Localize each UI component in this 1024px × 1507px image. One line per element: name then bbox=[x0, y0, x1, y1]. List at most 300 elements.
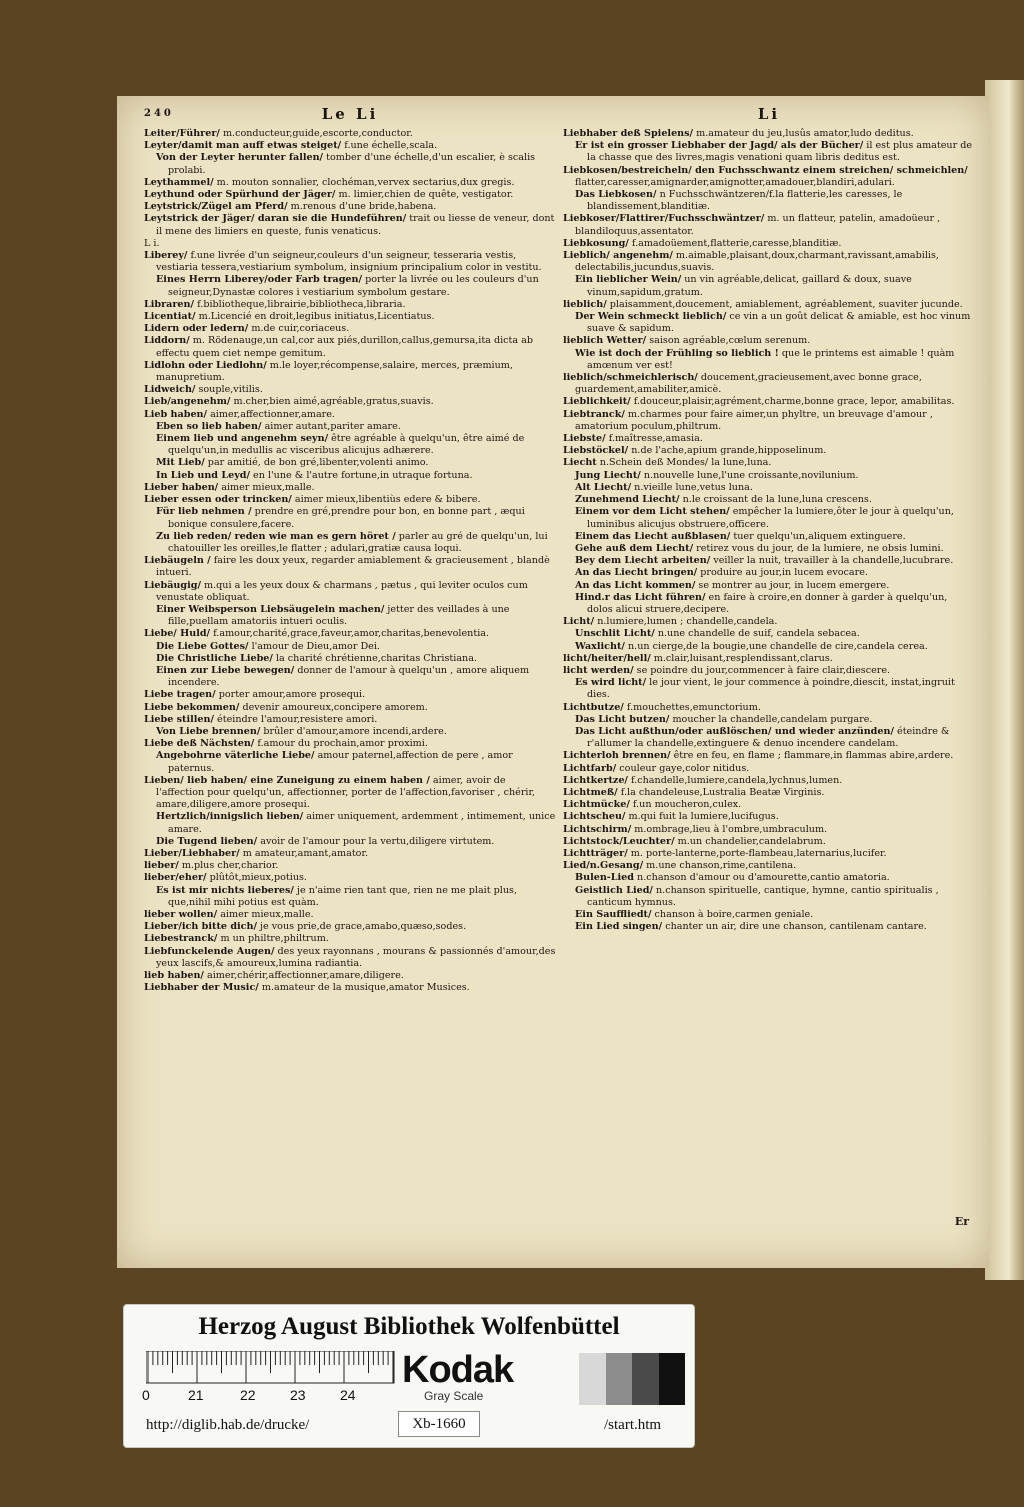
entry-headword: Das Liebkosen/ bbox=[575, 189, 657, 201]
dictionary-entry bbox=[144, 665, 556, 689]
entry-headword: Geistlich Lied/ bbox=[575, 884, 653, 896]
entry-headword: An das Liecht bringen/ bbox=[575, 567, 698, 579]
entry-headword: Lichtmeß/ bbox=[563, 786, 618, 798]
entry-definition: être en feu, en flame ; flammare,in flammas abire,ardere. bbox=[670, 750, 954, 762]
entry-definition: m. Rödenauge,un cal,cor aux piés,durillon,callus,gemursa,ita dicta ab effectu quem ciet nempe gemitum. bbox=[156, 335, 534, 359]
entry-definition: aimer mieux,malle. bbox=[217, 909, 314, 920]
entry-definition: brûler d'amour,amore incendi,ardere. bbox=[260, 725, 447, 737]
entry-headword: lieber/ bbox=[144, 860, 179, 872]
entry-definition: f.amadoüement,flatterie,caresse,blanditiæ. bbox=[628, 237, 842, 249]
dictionary-entry bbox=[144, 457, 556, 469]
entry-definition: faire les doux yeux, regarder amiablement & gracieusement , blandè intueri. bbox=[156, 555, 550, 579]
dictionary-entry bbox=[563, 494, 975, 506]
shelfmark-box: Xb-1660 bbox=[398, 1411, 480, 1437]
dictionary-entry bbox=[563, 335, 975, 347]
entry-definition: m.de cuir,coriaceus. bbox=[248, 323, 350, 335]
dictionary-entry bbox=[144, 311, 556, 323]
entry-definition: n.une chandelle de suif, candela sebacea. bbox=[654, 628, 860, 640]
dictionary-entry bbox=[144, 909, 556, 921]
entry-definition: aimer mieux,malle. bbox=[218, 481, 315, 493]
entry-headword: Zu lieb reden/ reden wie man es gern höret / bbox=[156, 530, 396, 542]
entry-definition: n.vieille lune,vetus luna. bbox=[631, 481, 753, 493]
dictionary-entry bbox=[563, 409, 975, 433]
entry-headword: Hind.r das Licht führen/ bbox=[575, 591, 706, 603]
dictionary-entry bbox=[563, 641, 975, 653]
entry-headword: Einer Weibsperson Liebsäugelein machen/ bbox=[156, 603, 385, 615]
entry-headword: Für lieb nehmen / bbox=[156, 506, 252, 518]
entry-headword: lieblich Wetter/ bbox=[563, 335, 647, 347]
entry-headword: Lichtfarb/ bbox=[563, 762, 617, 774]
entry-headword: Der Wein schmeckt lieblich/ bbox=[575, 311, 727, 323]
dictionary-entry bbox=[563, 567, 975, 579]
entry-definition: empêcher la lumiere,ôter le jour à quelqu'un, luminibus alicujus obstruere,officere. bbox=[587, 506, 954, 530]
dictionary-entry bbox=[144, 201, 556, 213]
dictionary-entry bbox=[563, 165, 975, 189]
entry-definition: la charité chrétienne,charitas Christiana. bbox=[272, 652, 477, 664]
dictionary-entry bbox=[144, 750, 556, 774]
dictionary-entry bbox=[563, 274, 975, 298]
entry-headword: Ein lieblicher Wein/ bbox=[575, 274, 682, 286]
right-header-text: Li bbox=[757, 108, 781, 123]
entry-definition: L i. bbox=[144, 237, 160, 249]
entry-headword: Liebkoser/Flattirer/Fuchsschwäntzer/ bbox=[563, 213, 765, 225]
entry-definition: saison agréable,cœlum serenum. bbox=[646, 335, 811, 347]
entry-headword: Die Christliche Liebe/ bbox=[156, 652, 273, 664]
dictionary-entry bbox=[144, 946, 556, 970]
entry-definition: il est plus amateur de la chasse que des livres,magis venationi quam libris deditus est. bbox=[587, 140, 973, 164]
dictionary-entry bbox=[144, 726, 556, 738]
dictionary-entry bbox=[144, 433, 556, 457]
gray-scale-label: Gray Scale bbox=[424, 1389, 484, 1403]
entry-headword: Lieb/angenehm/ bbox=[144, 396, 231, 408]
dictionary-entry bbox=[144, 213, 556, 237]
entry-definition: m.conducteur,guide,escorte,conductor. bbox=[219, 128, 413, 139]
entry-headword: Lichtkertze/ bbox=[563, 774, 628, 786]
entry-definition: f.une livrée d'un seigneur,couleurs d'un seigneur, tesseraria vestis, vestiaria tessera,vestiarium symbolum, insignium principalium color in vestitu. bbox=[156, 250, 542, 274]
entry-headword: Lichtschirm/ bbox=[563, 823, 632, 835]
entry-definition: m. un flatteur, patelin, amadoüeur , blandiloquus,assentator. bbox=[575, 213, 941, 237]
entry-headword: Lieber/Liebhaber/ bbox=[144, 847, 240, 859]
entry-headword: Liebe deß Nächsten/ bbox=[144, 738, 255, 750]
scanned-page bbox=[117, 96, 989, 1268]
entry-headword: licht werden/ bbox=[563, 664, 634, 676]
entry-definition: m. limier,chien de quête, vestigator. bbox=[335, 189, 514, 201]
entry-definition: flatter,caresser,amignarder,amignotter,amadouer,blandiri,adulari. bbox=[575, 176, 895, 188]
dictionary-entry bbox=[144, 323, 556, 335]
entry-headword: Liebstöckel/ bbox=[563, 445, 629, 457]
dictionary-entry bbox=[144, 189, 556, 201]
entry-headword: Lichtstock/Leuchter/ bbox=[563, 835, 675, 847]
entry-definition: m.Licencié en droit,legibus initiatus,Licentiatus. bbox=[195, 311, 435, 323]
entry-definition: f.un moucheron,culex. bbox=[629, 799, 742, 811]
entry-definition: m.clair,luisant,resplendissant,clarus. bbox=[650, 652, 833, 664]
entry-definition: parler au gré de quelqu'un, lui chatouiller les oreilles,le flatter ; adulari,gratiæ causa loqui. bbox=[168, 530, 548, 554]
entry-headword: Liebtranck/ bbox=[563, 408, 625, 420]
entry-definition: f.douceur,plaisir,agrément,charme,bonne grace, lepor, amabilitas. bbox=[630, 396, 955, 408]
entry-definition: en l'une & l'autre fortune,in utraque fortuna. bbox=[249, 469, 473, 481]
left-running-head bbox=[144, 108, 556, 128]
entry-headword: Von Liebe brennen/ bbox=[156, 725, 261, 737]
entry-definition: se poindre du jour,commencer à faire clair,diescere. bbox=[633, 664, 891, 676]
entry-headword: lieblich/ bbox=[563, 298, 607, 310]
entry-headword: Einem vor dem Licht stehen/ bbox=[575, 506, 730, 518]
entry-headword: Lieber haben/ bbox=[144, 481, 219, 493]
dictionary-entry bbox=[563, 396, 975, 408]
right-entry-list bbox=[563, 128, 975, 933]
library-name: Herzog August Bibliothek Wolfenbüttel bbox=[198, 1313, 620, 1340]
dictionary-entry bbox=[144, 360, 556, 384]
dictionary-entry bbox=[144, 177, 556, 189]
entry-definition: m.amateur de la musique,amator Musices. bbox=[258, 982, 470, 994]
entry-definition: produire au jour,in lucem evocare. bbox=[697, 567, 868, 579]
dictionary-entry bbox=[144, 152, 556, 176]
dictionary-entry bbox=[563, 506, 975, 530]
entry-definition: m amateur,amant,amator. bbox=[239, 847, 369, 859]
entry-headword: Ein Lied singen/ bbox=[575, 921, 663, 933]
entry-headword: Einen zur Liebe bewegen/ bbox=[156, 664, 295, 676]
dictionary-entry bbox=[144, 653, 556, 665]
entry-headword: lieber/eher/ bbox=[144, 872, 207, 884]
dictionary-entry bbox=[563, 128, 975, 140]
entry-headword: lieblich/schmeichlerisch/ bbox=[563, 372, 698, 384]
library-color-card bbox=[123, 1304, 695, 1448]
dictionary-entry bbox=[144, 274, 556, 298]
entry-definition: chanter un air, dire une chanson, cantilenam cantare. bbox=[662, 921, 927, 933]
entry-definition: le jour vient, le jour commence à poindre,diescit, instat,ingruit dies. bbox=[587, 677, 955, 701]
dictionary-entry bbox=[144, 409, 556, 421]
dictionary-entry bbox=[563, 311, 975, 335]
entry-definition: f.bibliotheque,librairie,bibliotheca,libraria. bbox=[194, 298, 406, 310]
gray-swatch bbox=[579, 1353, 606, 1405]
dictionary-entry bbox=[563, 750, 975, 762]
entry-headword: Die Tugend lieben/ bbox=[156, 835, 258, 847]
entry-definition: porter la livrée ou les couleurs d'un seigneur,Dynastæ colores i vestiarium symbolum gestare. bbox=[168, 274, 539, 298]
ruler-label: 23 bbox=[290, 1387, 306, 1403]
entry-headword: Es ist mir nichts lieberes/ bbox=[156, 884, 294, 896]
dictionary-entry bbox=[563, 848, 975, 860]
entry-definition: aimer,affectionner,amare. bbox=[207, 408, 335, 420]
entry-definition: n.Schein deß Mondes/ la lune,luna. bbox=[596, 457, 772, 469]
entry-definition: m.plus cher,charior. bbox=[178, 860, 279, 872]
dictionary-entry bbox=[563, 250, 975, 274]
left-entry-list bbox=[144, 128, 556, 994]
dictionary-entry bbox=[144, 860, 556, 872]
dictionary-entry bbox=[144, 580, 556, 604]
dictionary-entry bbox=[563, 580, 975, 592]
dictionary-entry bbox=[563, 299, 975, 311]
entry-headword: Eben so lieb haben/ bbox=[156, 420, 262, 432]
dictionary-entry bbox=[563, 616, 975, 628]
left-column bbox=[144, 108, 556, 1258]
dictionary-entry bbox=[144, 531, 556, 555]
ruler-labels bbox=[142, 1387, 402, 1405]
dictionary-entry bbox=[144, 872, 556, 884]
dictionary-entry bbox=[563, 140, 975, 164]
dictionary-entry bbox=[144, 250, 556, 274]
dictionary-entry bbox=[144, 396, 556, 408]
entry-definition: n.lumiere,lumen ; chandelle,candela. bbox=[594, 616, 778, 628]
entry-headword: Er ist ein grosser Liebhaber der Jagd/ als der Bücher/ bbox=[575, 140, 864, 152]
entry-headword: Hertzlich/innigslich lieben/ bbox=[156, 811, 304, 823]
gray-scale-swatches bbox=[579, 1353, 685, 1405]
entry-definition: ce vin a un goût delicat & amiable, est hoc vinum suave & sapidum. bbox=[587, 311, 971, 335]
dictionary-entry bbox=[563, 836, 975, 848]
dictionary-entry bbox=[563, 482, 975, 494]
dictionary-entry bbox=[144, 128, 556, 140]
dictionary-entry bbox=[144, 335, 556, 359]
entry-definition: n.un cierge,de la bougie,une chandelle de cire,candela cerea. bbox=[624, 640, 928, 652]
entry-definition: n.chanson d'amour ou d'amourette,cantio amatoria. bbox=[634, 872, 890, 884]
entry-headword: Liebfunckelende Augen/ bbox=[144, 945, 275, 957]
entry-definition: devenir amoureux,concipere amorem. bbox=[239, 701, 428, 713]
entry-headword: Jung Liecht/ bbox=[575, 469, 641, 481]
url-suffix: /start.htm bbox=[604, 1417, 662, 1433]
entry-definition: f.une échelle,scala. bbox=[341, 140, 438, 152]
dictionary-entry bbox=[144, 714, 556, 726]
dictionary-entry bbox=[144, 140, 556, 152]
entry-headword: Libraren/ bbox=[144, 298, 195, 310]
entry-definition: donner de l'amour à quelqu'un , amore aliquem incendere. bbox=[168, 664, 530, 689]
entry-headword: Liebäugig/ bbox=[144, 579, 201, 591]
dictionary-entry bbox=[563, 213, 975, 237]
ruler bbox=[146, 1351, 396, 1385]
entry-headword: Licentiat/ bbox=[144, 311, 196, 323]
entry-definition: aimer,chérir,affectionner,amare,diligere. bbox=[203, 970, 404, 982]
entry-headword: Leyter/damit man auff etwas steiget/ bbox=[144, 140, 342, 152]
dictionary-entry bbox=[144, 604, 556, 628]
entry-headword: Lieblichkeit/ bbox=[563, 396, 631, 408]
entry-definition: moucher la chandelle,candelam purgare. bbox=[669, 713, 873, 725]
dictionary-entry bbox=[563, 726, 975, 750]
dictionary-entry bbox=[144, 641, 556, 653]
entry-definition: être agréable à quelqu'un, être aimé de quelqu'un,in medullis ac visceribus alicujus adhærere. bbox=[168, 433, 525, 457]
entry-definition: doucement,gracieusement,avec bonne grace, guardement,amabiliter,amicè. bbox=[575, 372, 922, 396]
entry-headword: Bey dem Liecht arbeiten/ bbox=[575, 555, 711, 567]
entry-headword: Lichterloh brennen/ bbox=[563, 750, 671, 762]
entry-headword: Lieber essen oder trincken/ bbox=[144, 494, 292, 506]
entry-definition: m un philtre,philtrum. bbox=[217, 933, 329, 945]
entry-headword: Liebe/ Huld/ bbox=[144, 628, 211, 640]
dictionary-entry bbox=[563, 909, 975, 921]
dictionary-entry bbox=[144, 494, 556, 506]
entry-definition: tomber d'une échelle,d'un escalier, è scalis prolabi. bbox=[168, 152, 536, 176]
entry-definition: m.qui a les yeux doux & charmans , pætus , qui leviter oculos cum venustate obliquat. bbox=[156, 579, 528, 603]
dictionary-entry bbox=[563, 714, 975, 726]
entry-definition: m.amateur du jeu,lusûs amator,ludo deditus. bbox=[693, 128, 914, 139]
entry-definition: aimer, avoir de l'affection pour quelqu'un, affectionner, porter de l'affection,favoriser , chérir, amare,diligere,amore prosequi. bbox=[156, 774, 536, 811]
entry-headword: An das Licht kommen/ bbox=[575, 579, 696, 591]
ruler-label: 0 bbox=[142, 1387, 150, 1403]
entry-headword: Lichtbutze/ bbox=[563, 701, 624, 713]
entry-definition: f.la chandeleuse,Lustralia Beatæ Virginis. bbox=[617, 786, 825, 798]
dictionary-entry bbox=[144, 482, 556, 494]
entry-definition: se montrer au jour, in lucem emergere. bbox=[695, 579, 890, 591]
dictionary-entry bbox=[563, 787, 975, 799]
entry-definition: un vin agréable,delicat, gaillard & doux, suave vinum,sapidum,gratum. bbox=[587, 274, 912, 298]
dictionary-entry bbox=[563, 628, 975, 640]
entry-definition: m.cher,bien aimé,agréable,gratus,suavis. bbox=[230, 396, 434, 408]
entry-headword: Lichtmücke/ bbox=[563, 799, 630, 811]
left-header-text: Le Li bbox=[321, 108, 379, 123]
entry-headword: Unschlit Licht/ bbox=[575, 628, 655, 640]
dictionary-entry bbox=[144, 689, 556, 701]
entry-headword: Bulen-Lied bbox=[575, 872, 634, 884]
dictionary-entry bbox=[563, 238, 975, 250]
entry-definition: l'amour de Dieu,amor Dei. bbox=[248, 640, 380, 652]
entry-definition: plûtôt,mieux,potius. bbox=[206, 872, 307, 884]
entry-definition: m. porte-lanterne,porte-flambeau,laternarius,lucifer. bbox=[627, 847, 887, 859]
entry-headword: Lidlohn oder Liedlohn/ bbox=[144, 359, 267, 371]
entry-headword: Liebhaber der Music/ bbox=[144, 982, 259, 994]
entry-headword: Einem das Liecht außblasen/ bbox=[575, 530, 731, 542]
dictionary-entry bbox=[144, 982, 556, 994]
entry-definition: n.de l'ache,apium grande,hipposelinum. bbox=[628, 445, 827, 457]
entry-headword: Gehe auß dem Liecht/ bbox=[575, 542, 694, 554]
entry-definition: souple,vitilis. bbox=[195, 384, 263, 396]
entry-definition: f.amour du prochain,amor proximi. bbox=[254, 738, 428, 750]
entry-definition: couleur gaye,color nitidus. bbox=[616, 762, 750, 774]
ruler-label: 22 bbox=[240, 1387, 256, 1403]
entry-definition: n.chanson spirituelle, cantique, hymne, cantio spiritualis , canticum hymnus. bbox=[587, 884, 939, 908]
gray-swatch bbox=[659, 1353, 686, 1405]
entry-definition: n.le croissant de la lune,luna crescens. bbox=[679, 494, 872, 506]
entry-definition: porter amour,amore prosequi. bbox=[215, 689, 366, 701]
entry-definition: trait ou liesse de veneur, dont il mene des limiers en queste, funis venaticus. bbox=[156, 213, 555, 237]
entry-headword: Waxlicht/ bbox=[575, 640, 625, 652]
entry-definition: je vous prie,de grace,amabo,quæso,sodes. bbox=[257, 921, 467, 933]
entry-definition: m.une chanson,rime,cantilena. bbox=[643, 860, 797, 872]
dictionary-entry bbox=[144, 628, 556, 640]
entry-headword: Lieber/ich bitte dich/ bbox=[144, 921, 257, 933]
dictionary-entry bbox=[563, 543, 975, 555]
url-prefix: http://diglib.hab.de/drucke/ bbox=[146, 1417, 310, 1433]
entry-headword: Lieben/ lieb haben/ eine Zuneigung zu einem haben / bbox=[144, 774, 430, 786]
dictionary-entry bbox=[563, 555, 975, 567]
dictionary-entry bbox=[144, 738, 556, 750]
dictionary-entry bbox=[144, 848, 556, 860]
dictionary-entry bbox=[563, 885, 975, 909]
dictionary-entry bbox=[563, 189, 975, 213]
entry-headword: Lichtträger/ bbox=[563, 847, 628, 859]
dictionary-entry bbox=[144, 885, 556, 909]
entry-definition: m.qui fuit la lumiere,lucifugus. bbox=[625, 811, 779, 823]
entry-headword: Das Licht außthun/oder außlöschen/ und wieder anzünden/ bbox=[575, 725, 894, 737]
dictionary-entry bbox=[563, 677, 975, 701]
entry-headword: Liddorn/ bbox=[144, 335, 190, 347]
dictionary-entry bbox=[563, 811, 975, 823]
entry-definition: aimer mieux,libentiùs edere & bibere. bbox=[291, 494, 481, 506]
entry-definition: m.un chandelier,candelabrum. bbox=[674, 835, 826, 847]
dictionary-entry bbox=[144, 811, 556, 835]
ruler-label: 24 bbox=[340, 1387, 356, 1403]
entry-definition: plaisamment,doucement, amiablement, agréablement, suaviter jucunde. bbox=[606, 298, 963, 310]
dictionary-entry bbox=[144, 238, 556, 250]
entry-headword: Liebkosung/ bbox=[563, 237, 629, 249]
entry-headword: Liebe tragen/ bbox=[144, 689, 216, 701]
entry-definition: n.nouvelle lune,l'une croissante,novilunium. bbox=[640, 469, 859, 481]
ruler-label: 21 bbox=[188, 1387, 204, 1403]
entry-headword: Leythammel/ bbox=[144, 176, 214, 188]
dictionary-entry bbox=[563, 921, 975, 933]
entry-headword: Lichtscheu/ bbox=[563, 811, 626, 823]
dictionary-entry bbox=[563, 775, 975, 787]
entry-definition: prendre en gré,prendre pour bon, en bonne part , æqui bonique consulere,facere. bbox=[168, 506, 525, 530]
entry-headword: Lied/n.Gesang/ bbox=[563, 860, 644, 872]
entry-headword: Leythund oder Spürhund der Jäger/ bbox=[144, 189, 336, 201]
entry-definition: jetter des veillades à une fille,puellam amatoriis intueri oculis. bbox=[168, 603, 510, 628]
entry-definition: n Fuchsschwäntzeren/f.la flatterie,les caresses, le blandissement,blanditiæ. bbox=[587, 189, 903, 213]
entry-headword: lieb haben/ bbox=[144, 970, 204, 982]
entry-definition: m.ombrage,lieu à l'ombre,umbraculum. bbox=[631, 823, 828, 835]
entry-definition: f.mouchettes,emunctorium. bbox=[623, 701, 761, 713]
entry-headword: Leytstrick der Jäger/ daran sie die Hundeführen/ bbox=[144, 213, 407, 225]
entry-definition: f.chandelle,lumiere,candela,lychnus,lumen. bbox=[627, 774, 843, 786]
entry-headword: Liebste/ bbox=[563, 433, 606, 445]
entry-headword: Lidweich/ bbox=[144, 384, 196, 396]
entry-definition: amour paternel,affection de pere , amor paternus. bbox=[168, 750, 513, 774]
entry-definition: m. mouton sonnalier, clochéman,vervex sectarius,dux gregis. bbox=[213, 176, 515, 188]
dictionary-entry bbox=[563, 433, 975, 445]
dictionary-entry bbox=[144, 933, 556, 945]
dictionary-entry bbox=[563, 872, 975, 884]
page-edge bbox=[985, 80, 1024, 1280]
entry-headword: Lieblich/ angenehm/ bbox=[563, 250, 673, 262]
entry-headword: Von der Leyter herunter fallen/ bbox=[156, 152, 324, 164]
entry-headword: Eines Herrn Liberey/oder Farb tragen/ bbox=[156, 274, 363, 286]
dictionary-entry bbox=[144, 384, 556, 396]
entry-definition: tuer quelqu'un,aliquem extinguere. bbox=[730, 530, 906, 542]
entry-definition: m.le loyer,récompense,salaire, merces, præmium, manupretium. bbox=[156, 359, 513, 384]
entry-definition: je n'aime rien tant que, rien ne me plait plus, que,nihil mihi potius est quàm. bbox=[168, 884, 518, 908]
dictionary-entry bbox=[144, 506, 556, 530]
dictionary-entry bbox=[563, 457, 975, 469]
entry-headword: Es wird licht/ bbox=[575, 677, 647, 689]
dictionary-entry bbox=[563, 665, 975, 677]
dictionary-entry bbox=[144, 470, 556, 482]
entry-definition: m.renous d'une bride,habena. bbox=[287, 201, 437, 213]
entry-headword: Liebkosen/bestreicheln/ den Fuchsschwantz einem streichen/ schmeichlen/ bbox=[563, 164, 968, 176]
dictionary-entry bbox=[563, 799, 975, 811]
entry-definition: m.charmes pour faire aimer,un phyltre, un breuvage d'amour , amatorium poculum,philtrum. bbox=[575, 408, 933, 432]
dictionary-entry bbox=[144, 921, 556, 933]
entry-headword: Leiter/Führer/ bbox=[144, 128, 220, 139]
entry-definition: éteindre & r'allumer la chandelle,extinguere & denuo incendere candelam. bbox=[587, 725, 950, 750]
entry-headword: lieber wollen/ bbox=[144, 909, 218, 920]
entry-definition: éteindre l'amour,resistere amori. bbox=[214, 713, 378, 725]
entry-definition: aimer autant,pariter amare. bbox=[261, 420, 401, 432]
entry-definition: m.aimable,plaisant,doux,charmant,ravissant,amabilis, delectabilis,jucundus,suavis. bbox=[575, 250, 939, 274]
entry-headword: Liecht bbox=[563, 457, 597, 469]
dictionary-entry bbox=[563, 860, 975, 872]
entry-definition: en faire à croire,en donner à garder à quelqu'un, dolos alicui struere,decipere. bbox=[587, 591, 948, 615]
dictionary-entry bbox=[563, 763, 975, 775]
entry-definition: avoir de l'amour pour la vertu,diligere virtutem. bbox=[257, 835, 495, 847]
dictionary-entry bbox=[144, 970, 556, 982]
entry-headword: Leytstrick/Zügel am Pferd/ bbox=[144, 201, 288, 213]
entry-headword: Liebe bekommen/ bbox=[144, 701, 240, 713]
entry-headword: Liebe stillen/ bbox=[144, 713, 214, 725]
entry-headword: Lieb haben/ bbox=[144, 408, 208, 420]
entry-headword: Das Licht butzen/ bbox=[575, 713, 670, 725]
dictionary-entry bbox=[144, 421, 556, 433]
dictionary-entry bbox=[563, 702, 975, 714]
entry-headword: Zunehmend Liecht/ bbox=[575, 494, 680, 506]
catchword: Er bbox=[954, 1214, 969, 1228]
entry-headword: Wie ist doch der Frühling so lieblich ! bbox=[575, 347, 779, 359]
entry-definition: chanson à boire,carmen geniale. bbox=[651, 909, 814, 920]
gray-swatch bbox=[606, 1353, 633, 1405]
entry-headword: Lidern oder ledern/ bbox=[144, 323, 249, 335]
